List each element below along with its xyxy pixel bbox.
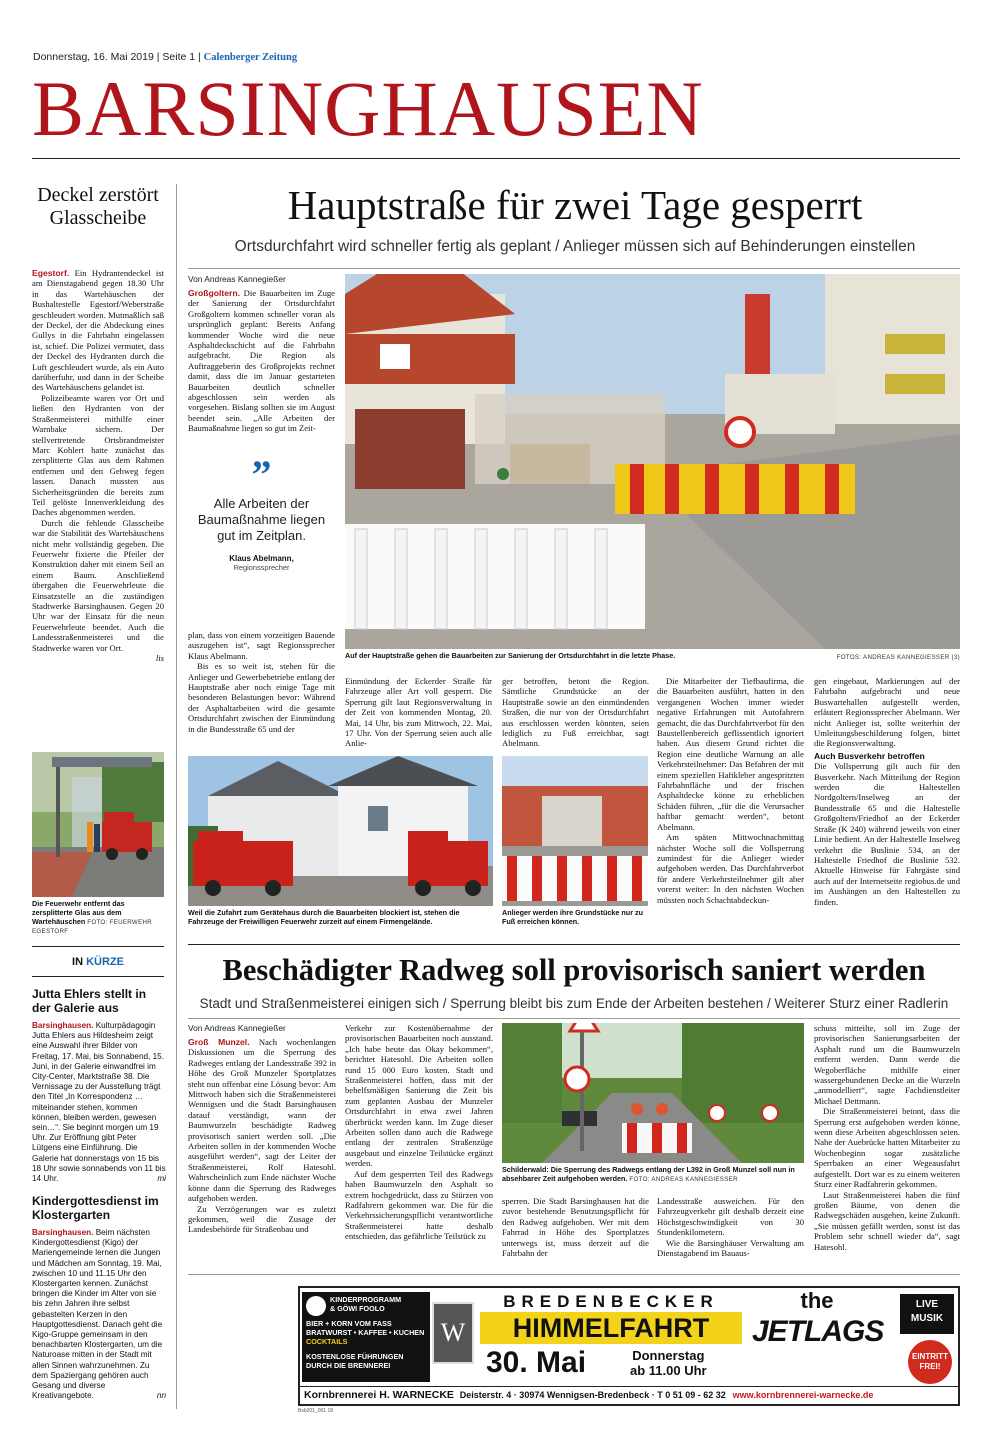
paper-name: Calenberger Zeitung: [203, 52, 298, 63]
ad-date-day: Donnerstag: [632, 1348, 705, 1363]
quote-mark-icon: ”: [251, 452, 272, 497]
ad-tour-line1: KOSTENLOSE FÜHRUNGEN: [306, 1352, 404, 1361]
second-col1b-text: Zu Verzögerungen war es zuletzt gekommen, weil die Zusage der Landesbehörde für Straßenbau und: [188, 1203, 336, 1235]
second-rule-top: [188, 944, 960, 945]
brief-2-dateline: Barsinghausen.: [32, 1228, 94, 1237]
page-dateline: [33, 51, 297, 63]
sidebar-divider: [176, 184, 177, 1409]
second-col4: [657, 1196, 804, 1268]
brief-1-signature: mi: [157, 1174, 166, 1184]
masthead: BARSINGHAUSEN: [32, 65, 704, 152]
ad-mascot-icon: [306, 1296, 326, 1316]
lead-col5-text: gen eingebaut, Markierungen auf der Fahrbahn aufgebracht und neue Buswartehallen aufgestellt werden, erläutert Regionssprecher Abelmann. Wer nicht Anlieger ist, sollte weiterhin der Umleitungsbeschilderung folgen, bittet die Regionsverwaltung.: [814, 676, 960, 749]
lead-col5b-text: Die Vollsperrung gilt auch für den Busverkehr. Nach Mitteilung der Region werden die Haltestellen Nordgoltern/Inselweg an der Bundesstraße 65 und die Haltestelle Großgoltern/Friedhof an der Eckerder Straße (K 240) während jeweils von einer Linie bedient. An der Haltestelle Inselweg verkehrt die Buslinie 534, an der Haltestelle Friedhof die Buslinie 532. Aktuelle Hinweise für Fahrgäste sind auch auf der Internetseite regiobus.de und im Aushängen an den Haltestellen zu finden.: [814, 761, 960, 907]
lead-col2: Einmündung der Eckerder Straße für Fahrzeuge aller Art voll gesperrt. Die Sperrung gilt laut Regionsverwaltung in der Zeit von kommenden Montag, 20. Mai, 14 Uhr, bis zum Mittwoch, 22. Mai, 17 Uhr. Von der Sperrung seien auch alle Anlie-: [345, 676, 492, 748]
issue-date: Donnerstag, 16. Mai 2019 | Seite 1 |: [33, 51, 201, 63]
sidebar-signature: lis: [155, 653, 164, 664]
lead-quote-role: Regionssprecher: [233, 563, 290, 572]
ad-date-big: 30. Mai: [486, 1346, 587, 1379]
ad-badge-line1: KINDERPROGRAMM: [330, 1295, 402, 1304]
inkurze-rule-bottom: [32, 976, 164, 977]
ad-brand-main: HIMMELFAHRT: [480, 1312, 742, 1344]
second-col5: [814, 1023, 960, 1267]
lead-col3: ger betroffen, betont die Region. Sämtliche Grundstücke an der Hauptstraße sowie an den einmündenden Straßen, die nur von der Ortsdurchfahrt aus erschlossen werden könnten, seien lediglich zu Fuß erreichbar, sagt Abelmann.: [502, 676, 649, 748]
lead-rule: [188, 268, 960, 269]
second-rule: [188, 1018, 960, 1019]
lead-col1c-text: Bis es so weit ist, stehen für die Anlieger und Gewerbebetriebe entlang der Hauptstraße aber noch einige Tage mit besonderen Belastungen bevor: Während der Asphaltarbeiten wird die gesamte Ortsdurchfahrt zwischen der Einmündung in die Bundesstraße 65 und der: [188, 661, 335, 734]
second-col2: [345, 1023, 493, 1267]
cycle-path-photo: [502, 1023, 804, 1163]
ad-live-badge: LIVE MUSIK: [900, 1294, 954, 1334]
cycle-photo-credit: FOTO: ANDREAS KANNEGIESSER: [629, 1175, 738, 1183]
second-dateline: Groß Munzel.: [188, 1037, 250, 1047]
sidebar-dateline: Egestorf.: [32, 268, 70, 278]
ad-drinks-line1: BIER + KORN VOM FASS: [306, 1319, 392, 1328]
ad-band-the: the: [800, 1288, 834, 1313]
second-col2b-text: Auf dem gesperrten Teil des Radwegs haben Baumwurzeln den Asphalt so extrem hochgedrückt, dass zu Stürzen von Radfahrern gekommen war. Die für die Verkehrssicherungspflicht verantwortliche Straßenmeisterei hatte deshalb entschieden, das gefährliche Teilstück zu: [345, 1168, 493, 1242]
second-col5c-text: Laut Straßenmeisterei haben die fünf großen Bäume, von denen die Radwegschäden ausgehen, keine Zukunft. „Sie müssen gefällt werden, sonst ist das Problem sehr schnell wieder da“, sagt Hatesohl.: [814, 1189, 960, 1252]
lead-byline: Von Andreas Kannegießer: [188, 274, 286, 284]
ad-badge-line2: & GÖWI FOOLO: [330, 1304, 385, 1313]
ad-drinks-line2: BRATWURST • KAFFEE • KUCHEN: [306, 1328, 425, 1337]
ad-bottle-logo-icon: W: [432, 1302, 474, 1364]
ad-date-detail: [630, 1348, 707, 1378]
brief-1-dateline: Barsinghausen.: [32, 1021, 94, 1030]
main-photo-caption: Auf der Hauptstraße gehen die Bauarbeiten zur Sanierung der Ortsdurchfahrt in die letzte Phase.: [345, 652, 676, 660]
second-col5-text: schuss mitteilte, soll im Zuge der provisorischen Sanierungsarbeiten der Asphalt rund um die Baumwurzeln entfernt werden. Dann werde die Wegoberfläche mithilfe einer wassergebundenen Decke an die Wurzeln „anmodelliert“, sagte Fachdienstleiter Michael Dettmann.: [814, 1023, 960, 1106]
second-col3: sperren. Die Stadt Barsinghausen hat die zuvor bestehende Benutzungspflicht für den Radweg aufgehoben. Wer mit dem Fahrrad in Höhe des Sportplatzes unterwegs ist, muss derzeit auf die Fahrbahn der: [502, 1196, 649, 1259]
lead-dateline: Großgoltern.: [188, 288, 241, 298]
second-subhead: Stadt und Straßenmeisterei einigen sich / Sperrung bleibt bis zum Ende der Arbeiten bestehen / Weiterer Sturz einer Radlerin: [199, 996, 949, 1011]
lead-col5: [814, 676, 960, 931]
inkurze-label: [32, 956, 164, 968]
masthead-rule: [32, 158, 960, 159]
second-col4-text: Landesstraße ausweichen. Für den Fahrzeugverkehr gilt deshalb derzeit eine Höchstgeschwindigkeit von 30 Stundenkilometern.: [657, 1196, 804, 1238]
second-col4b-text: Wie die Barsinghäuser Verwaltung am Dienstagabend im Bauaus-: [657, 1237, 804, 1259]
lead-quote-author: Klaus Abelmann,: [229, 554, 294, 563]
sidebar-article: [32, 268, 164, 708]
sidebar-headline: Deckel zerstört Glasscheibe: [37, 184, 159, 229]
ad-drinks-line3: COCKTAILS: [306, 1337, 348, 1346]
lead-col4b-text: Am späten Mittwochnachmittag nächster Woche soll die Vollsperrung zumindest für die Anlieger wieder aufgehoben werden. Das Durchfahrverbot für andere Verkehrsteilnehmer gilt aber vorerst weiter: In den nächsten Wochen müssten noch Schachtabdeckun-: [657, 832, 804, 905]
ad-rule: [188, 1274, 960, 1275]
ad-footer-address: Deisterstr. 4 · 30974 Wennigsen-Bredenbeck · T 0 51 09 - 62 32: [459, 1390, 726, 1400]
cycle-photo-caption: [502, 1166, 804, 1185]
lead-col1b: [188, 630, 335, 748]
brief-1-body: Kulturpädagogin Jutta Ehlers aus Hildesheim zeigt eine Auswahl ihrer Bilder von Freitag, 17. Mai, bis Sonnabend, 15. Juni, in der Galerie einwandfrei im City-Center, Marktstraße 38. Die Vernissage zu der Ausstellung trägt den Titel „In Korrespondenz … miteinander stehen, kommen können, bleiben werden, gewesen sein…“. Sie beginnt morgen um 19 Uhr. Zur Eröffnung gibt Peter Lütgens eine Einführung. Die Galerie hat donnerstags von 15 bis 18 Uhr sowie sonnabends von 11 bis 14 Uhr.: [32, 1021, 166, 1184]
construction-main-photo: [345, 274, 960, 649]
inkurze-rule-top: [32, 946, 164, 947]
sidebar-p1: Ein Hydrantendeckel ist am Dienstagabend gegen 18.30 Uhr in das Wartehäuschen der Bushaltestelle Egestorf/Weberstraße geschleudert worden. Mutmaßlich saß der Deckel, der die Abdeckung eines Gullys in die Fahrbahn eingelassen ist, schief. Die Polizei vermutet, dass der Deckel des Hydranten durch die Luft geschleudert wurde, als ein Auto darüberfuhr, und dann in der Scheibe des Wartehäuschens gelandet ist.: [32, 268, 164, 393]
ad-date-time: ab 11.00 Uhr: [630, 1363, 707, 1378]
second-headline: Beschädigter Radweg soll provisorisch saniert werden: [222, 953, 926, 987]
ad-footer: [300, 1386, 960, 1404]
inkurze-label-kurze: KÜRZE: [86, 956, 124, 968]
second-col1: [188, 1037, 336, 1267]
sidebar-photo-caption-text: Die Feuerwehr entfernt das zersplitterte Glas aus dem Wartehäuschen: [32, 900, 125, 926]
main-photo-credit-text: FOTOS: ANDREAS KANNEGIESSER (3): [836, 654, 960, 661]
second-byline: Von Andreas Kannegießer: [188, 1023, 286, 1033]
brief-2-text: [32, 1228, 166, 1408]
sidebar-p3: Durch die fehlende Glasscheibe war die Stabilität des Wartehäuschens nicht mehr vollständig gegeben. Die Feuerwehr fixierte die Pfeiler der Konstruktion daher mit einem Seil an einem Baum. Anschließend übergaben die Feuerwehrleute die Einsatzstelle an die zuständigen Stadtwerke Barsinghausen. Gegen 20 Uhr war der Einsatz für die neun Feuerwehrleute beendet. Auch die Landesstraßenmeisterei und die Stadtwerke waren vor Ort.: [32, 517, 164, 653]
lead-subhead: Ortsdurchfahrt wird schneller fertig als geplant / Anlieger müssen sich auf Behinderungen einstellen: [234, 238, 916, 255]
lead-col4: [657, 676, 804, 931]
lead-col4-text: Die Mitarbeiter der Tiefbaufirma, die die Bauarbeiten ausführt, hatten in den vergangenen Wochen immer wieder negative Erfahrungen mit Autofahrern gemacht, die das Durchfahrtverbot für den Baustellenbereich geflissentlich ignoriert haben. Aus diesem Grund richtet die Region eine deutliche Warnung an alle Verkehrsteilnehmer: Das Befahren der mit einem speziellen Haftkleber angespritzten Fahrbahnfläche und der frischen Asphaltdecke könne zu erheblichen Schäden führen, „für die die Verursacher haftbar gemacht werden“, betont Abelmann.: [657, 676, 804, 832]
ad-entry-badge: EINTRITT FREI!: [908, 1340, 952, 1384]
brief-2-headline: Kindergottesdienst im Klostergarten: [32, 1194, 159, 1222]
lead-quote-box: [188, 452, 335, 572]
second-col2-text: Verkehr zur Kostenübernahme der provisorischen Bauarbeiten noch ausstand. „Ich habe heute das Okay bekommen“, berichtet Hatesohl. Die Arbeiten sollen rund 15 000 Euro kosten. Stadt und Straßenmeisterei hoffen, dass mit der behelfsmäßigen Sanierung die Zeit bis zum geplanten Ausbau der Munzeler Ortsdurchfahrt in etwa zwei Jahren überbrückt werden kann. Im Zuge dieser Arbeiten sollen dann auch die Radwege entlang der zentralen Straßenzüge ausgebaut und einzelne Teilstücke ergänzt werden.: [345, 1023, 493, 1169]
ad-footer-url: www.kornbrennerei-warnecke.de: [732, 1390, 874, 1400]
fire-trucks-photo: [188, 756, 493, 906]
ad-tour-line2: DURCH DIE BRENNEREI: [306, 1361, 391, 1370]
brief-1-text: [32, 1021, 166, 1186]
cycle-photo-caption-text: Schilderwald: Die Sperrung des Radwegs entlang der L392 in Groß Munzel soll nun in absehbarer Zeit aufgehoben werden.: [502, 1166, 795, 1183]
sidebar-photo-credit: FOTO: FEUERWEHR EGESTORF: [32, 918, 153, 936]
lead-col1-text: Die Bauarbeiten im Zuge der Sanierung der Ortsdurchfahrt Großgoltern kommen schneller voran als ursprünglich geplant: Bereits Anfang kommender Woche wird die neue Asphaltdeckschicht auf die Fahrbahn aufgebracht. Die Region als Auftraggeberin des Großprojekts rechnet damit, dass die im Januar gestarteten Bauarbeiten deutlich schneller abgeschlossen sein werden als vorgesehen. Bislang sollten sie im August beendet sein. „Alle Arbeiten der Baumaßnahme liegen so gut im Zeit-: [188, 288, 335, 434]
lead-quote: Alle Arbeiten der Baumaßnahme liegen gut im Zeitplan.: [197, 496, 326, 543]
lead-col5-subhead: Auch Busverkehr betroffen: [814, 750, 925, 761]
bus-shelter-photo: [32, 752, 164, 897]
lead-col1: [188, 288, 335, 448]
second-col5b-text: Die Straßenmeisterei betont, dass die Sperrung erst aufgehoben werden könne, wenn diese Arbeiten abgeschlossen seien. Nahe der Auebrücke hatten Mitarbeiter zu Wochenbeginn sogar zusätzliche Sperrbaken an einer Wegeausfahrt aufgestellt. Dort war es zu einem weiteren Sturz einer Radfahrerin gekommen.: [814, 1106, 960, 1190]
anlieger-photo-caption: Anlieger werden ihre Grundstücke nur zu Fuß erreichen können.: [502, 909, 643, 926]
ad-band-logo: [752, 1290, 882, 1382]
ad-band-name: JETLAGS: [752, 1315, 884, 1348]
sidebar-p2: Polizeibeamte waren vor Ort und ließen den Hydranten von der Straßenmeisterei mithilfe einer Warnbake sichern. Der stellvertretende Ortsbrandmeister Marc Kohlert hatte zunächst das zersplitterte Glas aus dem Rahmen entfernen und den Gehweg fegen lassen. Danach mussten aus Sicherheitsgründen die bereits zum Teil gelöste Innenverkleidung des Daches abgenommen werden.: [32, 392, 164, 518]
second-col1-text: Nach wochenlangen Diskussionen um die Sperrung des Radweges entlang der Landesstraße 392 in Höhe des Groß Munzeler Sportplatzes steht nun offenbar eine Lösung bevor: Am Mittwoch haben sich die Straßenmeisterei Wennigsen und die Stadt Barsinghausen darauf verständigt, wann der Baumwurzeln beschädigte Radweg provisorisch saniert werden soll. „Die Arbeiten sollen in der kommenden Woche ausgeführt werden“, sagt der Leiter der Straßenmeisterei, Rolf Hatesohl. Wahrscheinlich zum Ende nächster Woche könne dann die Sperrung des Radweges aufgehoben werden.: [188, 1037, 336, 1204]
advertisement: [298, 1286, 960, 1406]
lead-headline: Hauptstraße für zwei Tage gesperrt: [287, 182, 863, 228]
brief-2-signature: nn: [156, 1391, 166, 1401]
sidebar-photo-caption: [32, 900, 164, 937]
brief-1-headline: Jutta Ehlers stellt in der Galerie aus: [32, 987, 147, 1015]
ad-footer-name: Kornbrennerei H. WARNECKE: [304, 1389, 454, 1401]
ad-brand-top: BREDENBECKER: [503, 1292, 719, 1311]
anlieger-photo: [502, 756, 648, 906]
inkurze-label-in: IN: [72, 956, 84, 968]
brief-2-body: Beim nächsten Kindergottesdienst (Kigo) der Mariengemeinde lernen die Jungen und Mädchen am Sonntag, 19. Mai, zwischen 10 und 11.15 Uhr den Klostergarten kennen. Zunächst bringen die Kinder im Alter von sie bis zehn Jahren ihre selbst gebastelten Kerzen in den Hauptgottesdienst. Danach geht die Kigo-Gruppe gemeinsam in den benachbarten Klostergarten, um die Naturoase mitten in der Stadt mit allen Sinnen wahrzunehmen. Zu dem Spaziergang gehören auch Gesang und diverse Kreativangebote.: [32, 1228, 163, 1401]
fire-photo-caption: Weil die Zufahrt zum Gerätehaus durch die Bauarbeiten blockiert ist, stehen die Fahrzeuge der Freiwilligen Feuerwehr zurzeit auf einem Firmengelände.: [188, 909, 460, 926]
main-photo-credit: [820, 653, 960, 663]
ad-code: Bsb201_001 18: [298, 1408, 334, 1414]
lead-col1b-text: plan, dass von einem vorzeitigen Bauende auszugehen ist“, sagt Regionssprecher Klaus Abelmann.: [188, 630, 335, 661]
